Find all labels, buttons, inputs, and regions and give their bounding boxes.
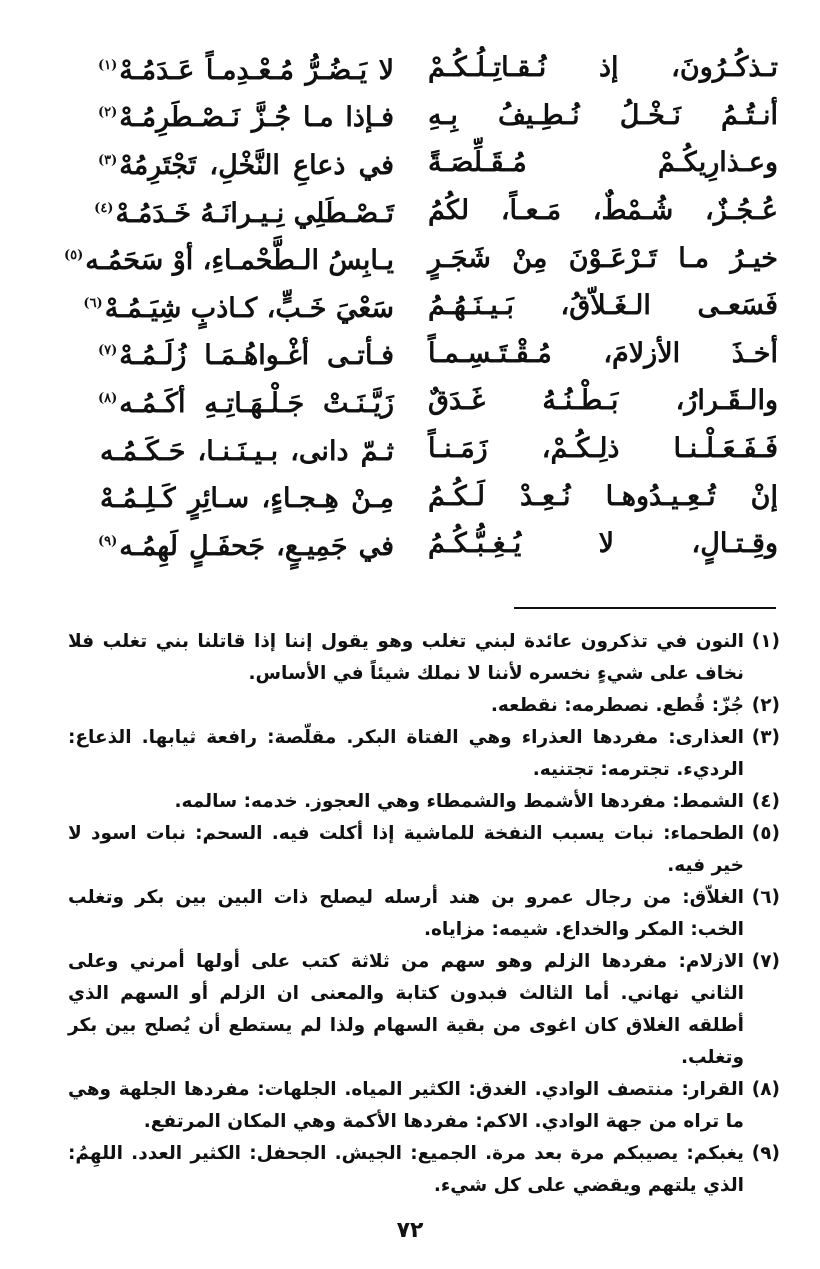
footnote-number: (٩) [751, 1143, 780, 1164]
footnote-marker: (٢) [98, 105, 118, 121]
footnote-number: (٧) [751, 951, 780, 972]
footnote-number: (٤) [751, 791, 780, 812]
verse [98, 520, 778, 568]
verse-second-hemistich [98, 327, 394, 379]
footnote-text: الازلام: مفردها الزلم وهو سهم من ثلاثة كتب على أولها أمرني وعلى الثاني نهاني. أما الثالث فبدون كتابة والمعنى ان الزلم أو السهم الذي أطلقه الغلاق كان اغوى من بقية السهام ولذا لم يستطع أن يُصلح بين بكر وتغلب. [68, 951, 744, 1068]
footnote-marker: (٨) [98, 390, 118, 406]
verse-second-text: في ذعاعِ النَّخْلِ، تَجْتَرِمُهْ [119, 149, 394, 181]
verse-second-text: سَعْيَ خَـبٍّ، كـاذبٍ شِيَـمُـهْ [104, 292, 394, 324]
footnote-marker: (٣) [98, 152, 118, 168]
verse-second-text: فـأتـى أغْـواهُـمَـا زُلَـمُـهْ [119, 340, 394, 372]
footnote-text: النون في تذكرون عائدة لبني تغلب وهو يقول إننا إذا قاتلنا بني تغلب فلا نخاف على شيءٍ نخسره لأننا لا نملك شيئاً في الأساس. [68, 631, 744, 684]
verse-second-text: تَـصْـطَلِي نِـيـرانَـهُ خَـدَمُـهْ [115, 197, 394, 229]
verse-first-hemistich: أخـذَ الأزلامَ، مُـقْـتَـسِـمـاً [428, 337, 778, 369]
footnote-text: الطحماء: نبات يسبب النفخة للماشية إذا أكلت فيه. السحم: نبات اسود لا خير فيه. [68, 823, 744, 876]
footnote [68, 786, 780, 818]
footnote-marker: (١) [98, 57, 118, 73]
footnote [68, 882, 780, 946]
footnote [68, 946, 780, 1074]
verse-second-text: لا يَـضُـرُّ مُـعْـدِمـاً عَـدَمُـهْ [119, 54, 394, 86]
footnote-marker: (٥) [63, 248, 84, 264]
verse-first-hemistich: أنـتُـمُ نَـخْـلُ نُـطِـيفُ بِـهِ [428, 99, 778, 131]
footnote-number: (٣) [751, 727, 780, 748]
verse [98, 139, 778, 187]
footnote [68, 722, 780, 786]
verse-first-hemistich: وقِـتـالٍ، لا يُـغِـبُّـكُـمُ [428, 528, 778, 560]
footnote-marker: (٤) [94, 200, 114, 216]
verse-second-hemistich [98, 423, 394, 475]
verse-first-hemistich: وعـذارِيكُـمْ مُـقَـلِّصَـةً [428, 147, 778, 179]
verse [98, 472, 778, 520]
verse-first-hemistich: خيـرُ مـا تَـرْعَـوْنَ مِنْ شَجَـرٍ [428, 242, 778, 274]
poem [63, 44, 778, 568]
footnote-marker: (٩) [98, 533, 118, 549]
verse-second-hemistich [98, 89, 394, 141]
verse-second-hemistich [98, 42, 394, 94]
footnote [68, 1074, 780, 1138]
verse-second-text: مِـنْ هِـجـاءٍ، سـائِرٍ كَـلِـمُـهْ [100, 483, 394, 515]
verse [98, 377, 778, 425]
footnote [68, 690, 780, 722]
verse [98, 425, 778, 473]
verse-second-hemistich [94, 185, 394, 237]
verse-first-hemistich: إنْ تُـعِـيـدُوهـا نُـعِـدْ لَـكُـمُ [428, 480, 778, 512]
verse-second-hemistich [98, 470, 394, 522]
footnote-number: (٦) [751, 887, 780, 908]
verse-second-text: ثـمّ دانى، بـيـنَـنـا، حَـكَـمُـه [100, 435, 394, 467]
verse-second-text: زَيَّـنَـتْ جَـلْـهَـاتِـهِ أكَـمُـه [119, 387, 394, 419]
verse-first-hemistich: فَسَعـى الـغَـلاّقُ، بَـيـنَـهُـمُ [428, 290, 778, 322]
footnote-number: (١) [751, 631, 780, 652]
footnote [68, 1138, 780, 1202]
verse-second-hemistich [98, 518, 394, 570]
verse-second-hemistich [98, 137, 394, 189]
footnote-text: جُزّ: قُطع. نصطرمه: نقطعه. [490, 695, 744, 716]
verse-first-hemistich: عُـجُـزٌ، شُـمْطٌ، مَـعـاً، لكُمُ [428, 195, 778, 227]
verse-second-hemistich [98, 375, 394, 427]
verse-second-text: فـإذا مـا جُـزَّ نَـصْـطَرِمُـهْ [119, 102, 394, 134]
footnote-text: العذارى: مفردها العذراء وهي الفتاة البكر. مقلّصة: رافعة ثيابها. الذعاع: الرديء. تجترمه: تجتنيه. [68, 727, 744, 780]
footnotes [68, 626, 780, 1202]
verse-first-hemistich: فَـفَـعَـلْـنـا ذلِـكُـمْ، زَمَـنـاً [428, 433, 778, 465]
verse [83, 282, 778, 330]
footnote-number: (٥) [751, 823, 780, 844]
verse-second-hemistich [83, 280, 394, 332]
verse [98, 330, 778, 378]
footnote-marker: (٧) [98, 343, 118, 359]
verse [98, 92, 778, 140]
footnote-text: القرار: منتصف الوادي. الغدق: الكثير المياه. الجلهات: مفردها الجلهة وهي ما تراه من جهة الوادي. الاكم: مفردها الأكمة وهي المكان المرتفع. [68, 1079, 744, 1132]
footnote-divider [514, 607, 776, 609]
footnote-number: (٢) [751, 695, 780, 716]
verse-first-hemistich: والـقَـرارُ، بَـطْـنُـهُ غَـدَقٌ [428, 385, 778, 417]
verse-second-text: في جَمِيـعٍ، جَحفَـلٍ لَهِمُـه [119, 530, 394, 562]
footnote-text: الشمط: مفردها الأشمط والشمطاء وهي العجوز. خدمه: سالمه. [174, 791, 744, 812]
footnote-marker: (٦) [83, 295, 103, 311]
verse [94, 187, 778, 235]
verse-second-text: يـابِسُ الـطَّحْمـاءِ، أوْ سَحَمُـه [85, 245, 394, 277]
verse-second-hemistich [63, 232, 394, 284]
verse [63, 234, 778, 282]
page-number: ٧٢ [396, 1218, 424, 1243]
footnote-text: يغبكم: يصيبكم مرة بعد مرة. الجميع: الجيش. الجحفل: الكثير العدد. اللهِمُ: الذي يلتهم ويقضي على كل شيء. [68, 1143, 744, 1196]
verse [98, 44, 778, 92]
verse-first-hemistich: تـذكُـرُونَ، إذ نُـقـاتِـلُـكُـمْ [428, 52, 778, 84]
footnote [68, 818, 780, 882]
footnote [68, 626, 780, 690]
footnote-number: (٨) [751, 1079, 780, 1100]
footnote-text: الغلاّق: من رجال عمرو بن هند أرسله ليصلح ذات البين بين بكر وتغلب الخب: المكر والخداع. شيمه: مزاياه. [68, 887, 744, 940]
